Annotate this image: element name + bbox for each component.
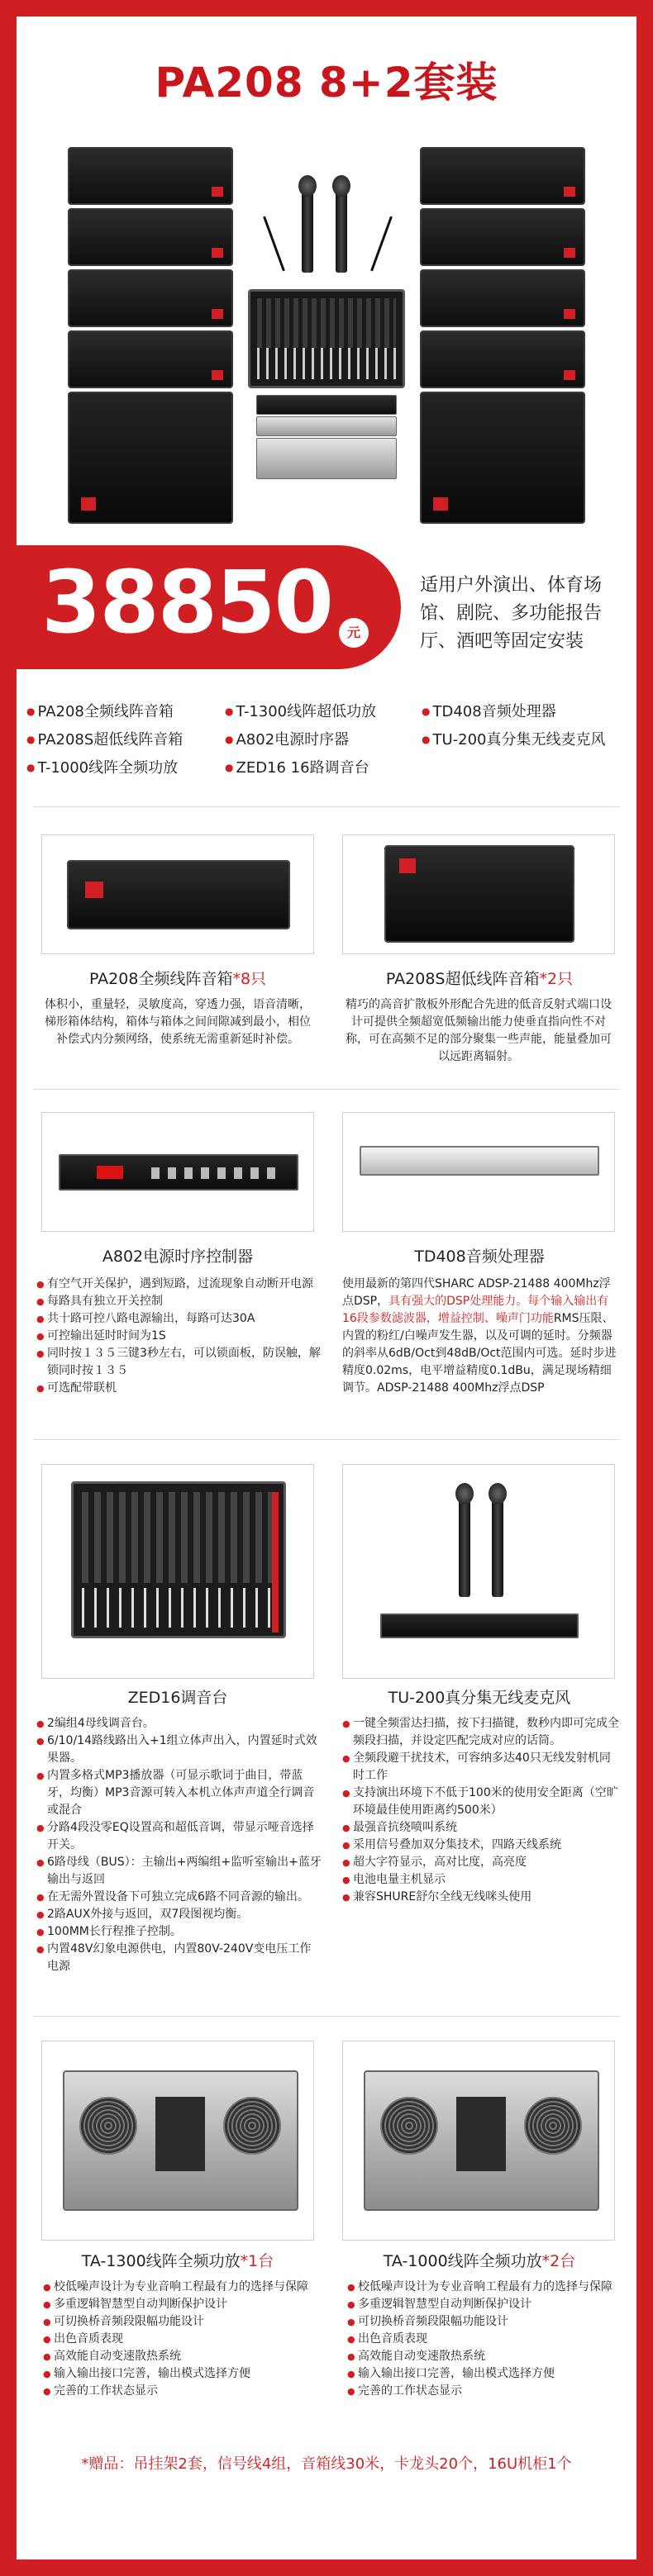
hero-product-image [33,132,620,520]
package-item: ● TD408音频处理器 [422,699,556,725]
list-item: ● 采用信号叠加双分集技术，四路天线系统 [342,1837,622,1854]
product-feature-list [36,1715,322,1975]
right-speaker-stack [420,147,585,524]
list-item: ● 同时按１３５三键3秒左右，可以锁面板，防误触，解锁同时按１３５ [36,1345,322,1380]
product-name: PA208S超低线阵音箱*2只 [385,970,574,988]
package-item: ● PA208全频线阵音箱 [26,699,174,725]
product-image-ta1000 [342,2041,615,2241]
product-description: 使用最新的第四代SHARC ADSP-21488 400Mhz浮点DSP，具有强大的DSP处理能力。每个输入输出有16段参数滤波器，增益控制、噪声门功能RMS压限、内置的粉红/白噪声发生器，以及可调的延时。分频器的斜率从6dB/Oct到48dB/Oct范围内可选。延时步进精度0.02ms，电平增益精度0.1dBu，满足现场精细调节。ADSP-21488 400Mhz浮点DSP [342,1277,617,1395]
product-image-tu200 [342,1464,615,1679]
package-item: ● T-1300线阵超低功放 [225,699,376,725]
list-item: ● 高效能自动变速散热系统 [43,2348,324,2365]
package-item: ● ZED16 16路调音台 [225,755,369,781]
mixer-image [248,289,405,388]
list-item: ● 电池电量主机显示 [342,1871,622,1889]
package-item: ● T-1000线阵全频功放 [26,755,178,781]
package-item: ● A802电源时序器 [225,727,349,753]
product-image-a802 [41,1112,314,1232]
product-image-pa208 [41,834,314,954]
list-item: ● 可切换桥音频段限幅功能设计 [347,2313,628,2331]
product-name: TU-200真分集无线麦克风 [388,1689,571,1707]
product-image-td408 [342,1112,615,1232]
list-item: ● 6路母线（BUS）：主输出+两编组+监听室输出+蓝牙输出与返回 [36,1854,322,1889]
product-name: TD408音频处理器 [414,1248,545,1266]
package-item: ● TU-200真分集无线麦克风 [422,727,606,753]
list-item: ● 有空气开关保护，遇到短路，过流现象自动断开电源 [36,1276,322,1293]
list-item: ● 每路具有独立开关控制 [36,1293,322,1310]
sequencer-image [256,416,397,436]
microphone-icon [302,182,313,273]
divider [33,1089,620,1090]
product-feature-list [36,1276,322,1397]
list-item: ● 最强音抗绕喷叫系统 [342,1819,622,1837]
list-item: ● 超大字符显示，高对比度，高亮度 [342,1854,622,1871]
divider [33,2016,620,2017]
page-title: PA208 8+2套装 [155,59,498,107]
list-item: ● 可切换桥音频段限幅功能设计 [43,2313,324,2331]
product-image-pa208s [342,834,615,954]
product-feature-list [43,2279,324,2400]
product-feature-list [347,2279,628,2400]
product-name: TA-1000线阵全频功放*2台 [383,2252,576,2270]
list-item: ● 校低噪声设计为专业音响工程最有力的选择与保障 [347,2279,628,2296]
list-item: ● 可选配带联机 [36,1380,322,1397]
microphone-icon [336,182,347,273]
list-item: ● 2路AUX外接与返回，双7段图视均衡。 [36,1906,322,1923]
divider [33,1439,620,1440]
microphone-icon [459,1490,470,1597]
list-item: ● 输入输出接口完善，输出模式选择方便 [43,2365,324,2383]
list-item: ● 内置48V幻象电源供电，内置80V-240V变电压工作电源 [36,1941,322,1975]
list-item: ● 6/10/14路线路出入+1组立体声出入，内置延时式效果器。 [36,1732,322,1767]
product-description: 精巧的高音扩散板外形配合先进的低音反射式端口设计可提供全频超宽低频输出能力使垂直指向性不对称，可在高频不足的部分聚集一些声能，能量叠加可以远距离辐射。 [346,998,612,1063]
list-item: ● 100MM长行程推子控制。 [36,1923,322,1941]
left-speaker-stack [68,147,233,524]
package-item: ● PA208S超低线阵音箱 [26,727,183,753]
product-description: 体积小，重量轻，灵敏度高，穿透力强，语音清晰，梯形箱体结构，箱体与箱体之间间隙减到最小，相位补偿式内分频网络，使系统无需重新延时补偿。 [45,998,311,1046]
list-item: ● 共十路可控八路电源输出，每路可达30A [36,1310,322,1328]
gift-note: *赠品：吊挂架2套，信号线4组，音箱线30米，卡龙头20个，16U机柜1个 [81,2455,572,2473]
list-item: ● 出色音质表现 [347,2331,628,2348]
divider [33,806,620,807]
list-item: ● 全频段避干扰技术，可容纳多达40只无线发射机同时工作 [342,1750,622,1785]
price-unit: 元 [339,618,369,648]
list-item: ● 校低噪声设计为专业音响工程最有力的选择与保障 [43,2279,324,2296]
product-image-zed16 [41,1464,314,1679]
list-item: ● 分路4段没零EQ设置高和超低音调，带显示哑音选择开关。 [36,1819,322,1854]
microphone-icon [492,1490,503,1597]
product-feature-list [342,1715,622,1906]
list-item: ● 支持演出环境下不低于100米的使用安全距离（空旷环境最佳使用距离约500米） [342,1785,622,1819]
price-amount: 38850 [41,552,332,653]
list-item: ● 在无需外置设备下可独立完成6路不同音源的输出。 [36,1889,322,1906]
list-item: ● 2编组4母线调音台。 [36,1715,322,1732]
product-name: PA208全频线阵音箱*8只 [88,970,267,988]
product-image-ta1300 [41,2041,314,2241]
list-item: ● 完善的工作状态显示 [43,2383,324,2400]
price-description: 适用户外演出、体育场馆、剧院、多功能报告厅、酒吧等固定安装 [420,575,603,652]
list-item: ● 一键全频雷达扫描，按下扫描键，数秒内即可完成全频段扫描，并设定匹配完成对应的话筒。 [342,1715,622,1750]
list-item: ● 多重逻辑智慧型自动判断保护设计 [347,2296,628,2313]
list-item: ● 多重逻辑智慧型自动判断保护设计 [43,2296,324,2313]
product-name: A802电源时序控制器 [102,1248,254,1266]
product-name: TA-1300线阵全频功放*1台 [81,2252,274,2270]
list-item: ● 输入输出接口完善，输出模式选择方便 [347,2365,628,2383]
list-item: ● 完善的工作状态显示 [347,2383,628,2400]
list-item: ● 内置多格式MP3播放器（可显示歌词于曲目，带蓝牙，均衡）MP3音源可转入本机立体声声道全行调音或混合 [36,1767,322,1819]
amplifier-image [256,438,397,479]
product-name: ZED16调音台 [127,1689,228,1707]
list-item: ● 出色音质表现 [43,2331,324,2348]
processor-image [256,395,397,415]
list-item: ● 兼容SHURE舒尔全线无线咪头使用 [342,1889,622,1906]
list-item: ● 高效能自动变速散热系统 [347,2348,628,2365]
list-item: ● 可控输出延时时间为1S [36,1328,322,1345]
